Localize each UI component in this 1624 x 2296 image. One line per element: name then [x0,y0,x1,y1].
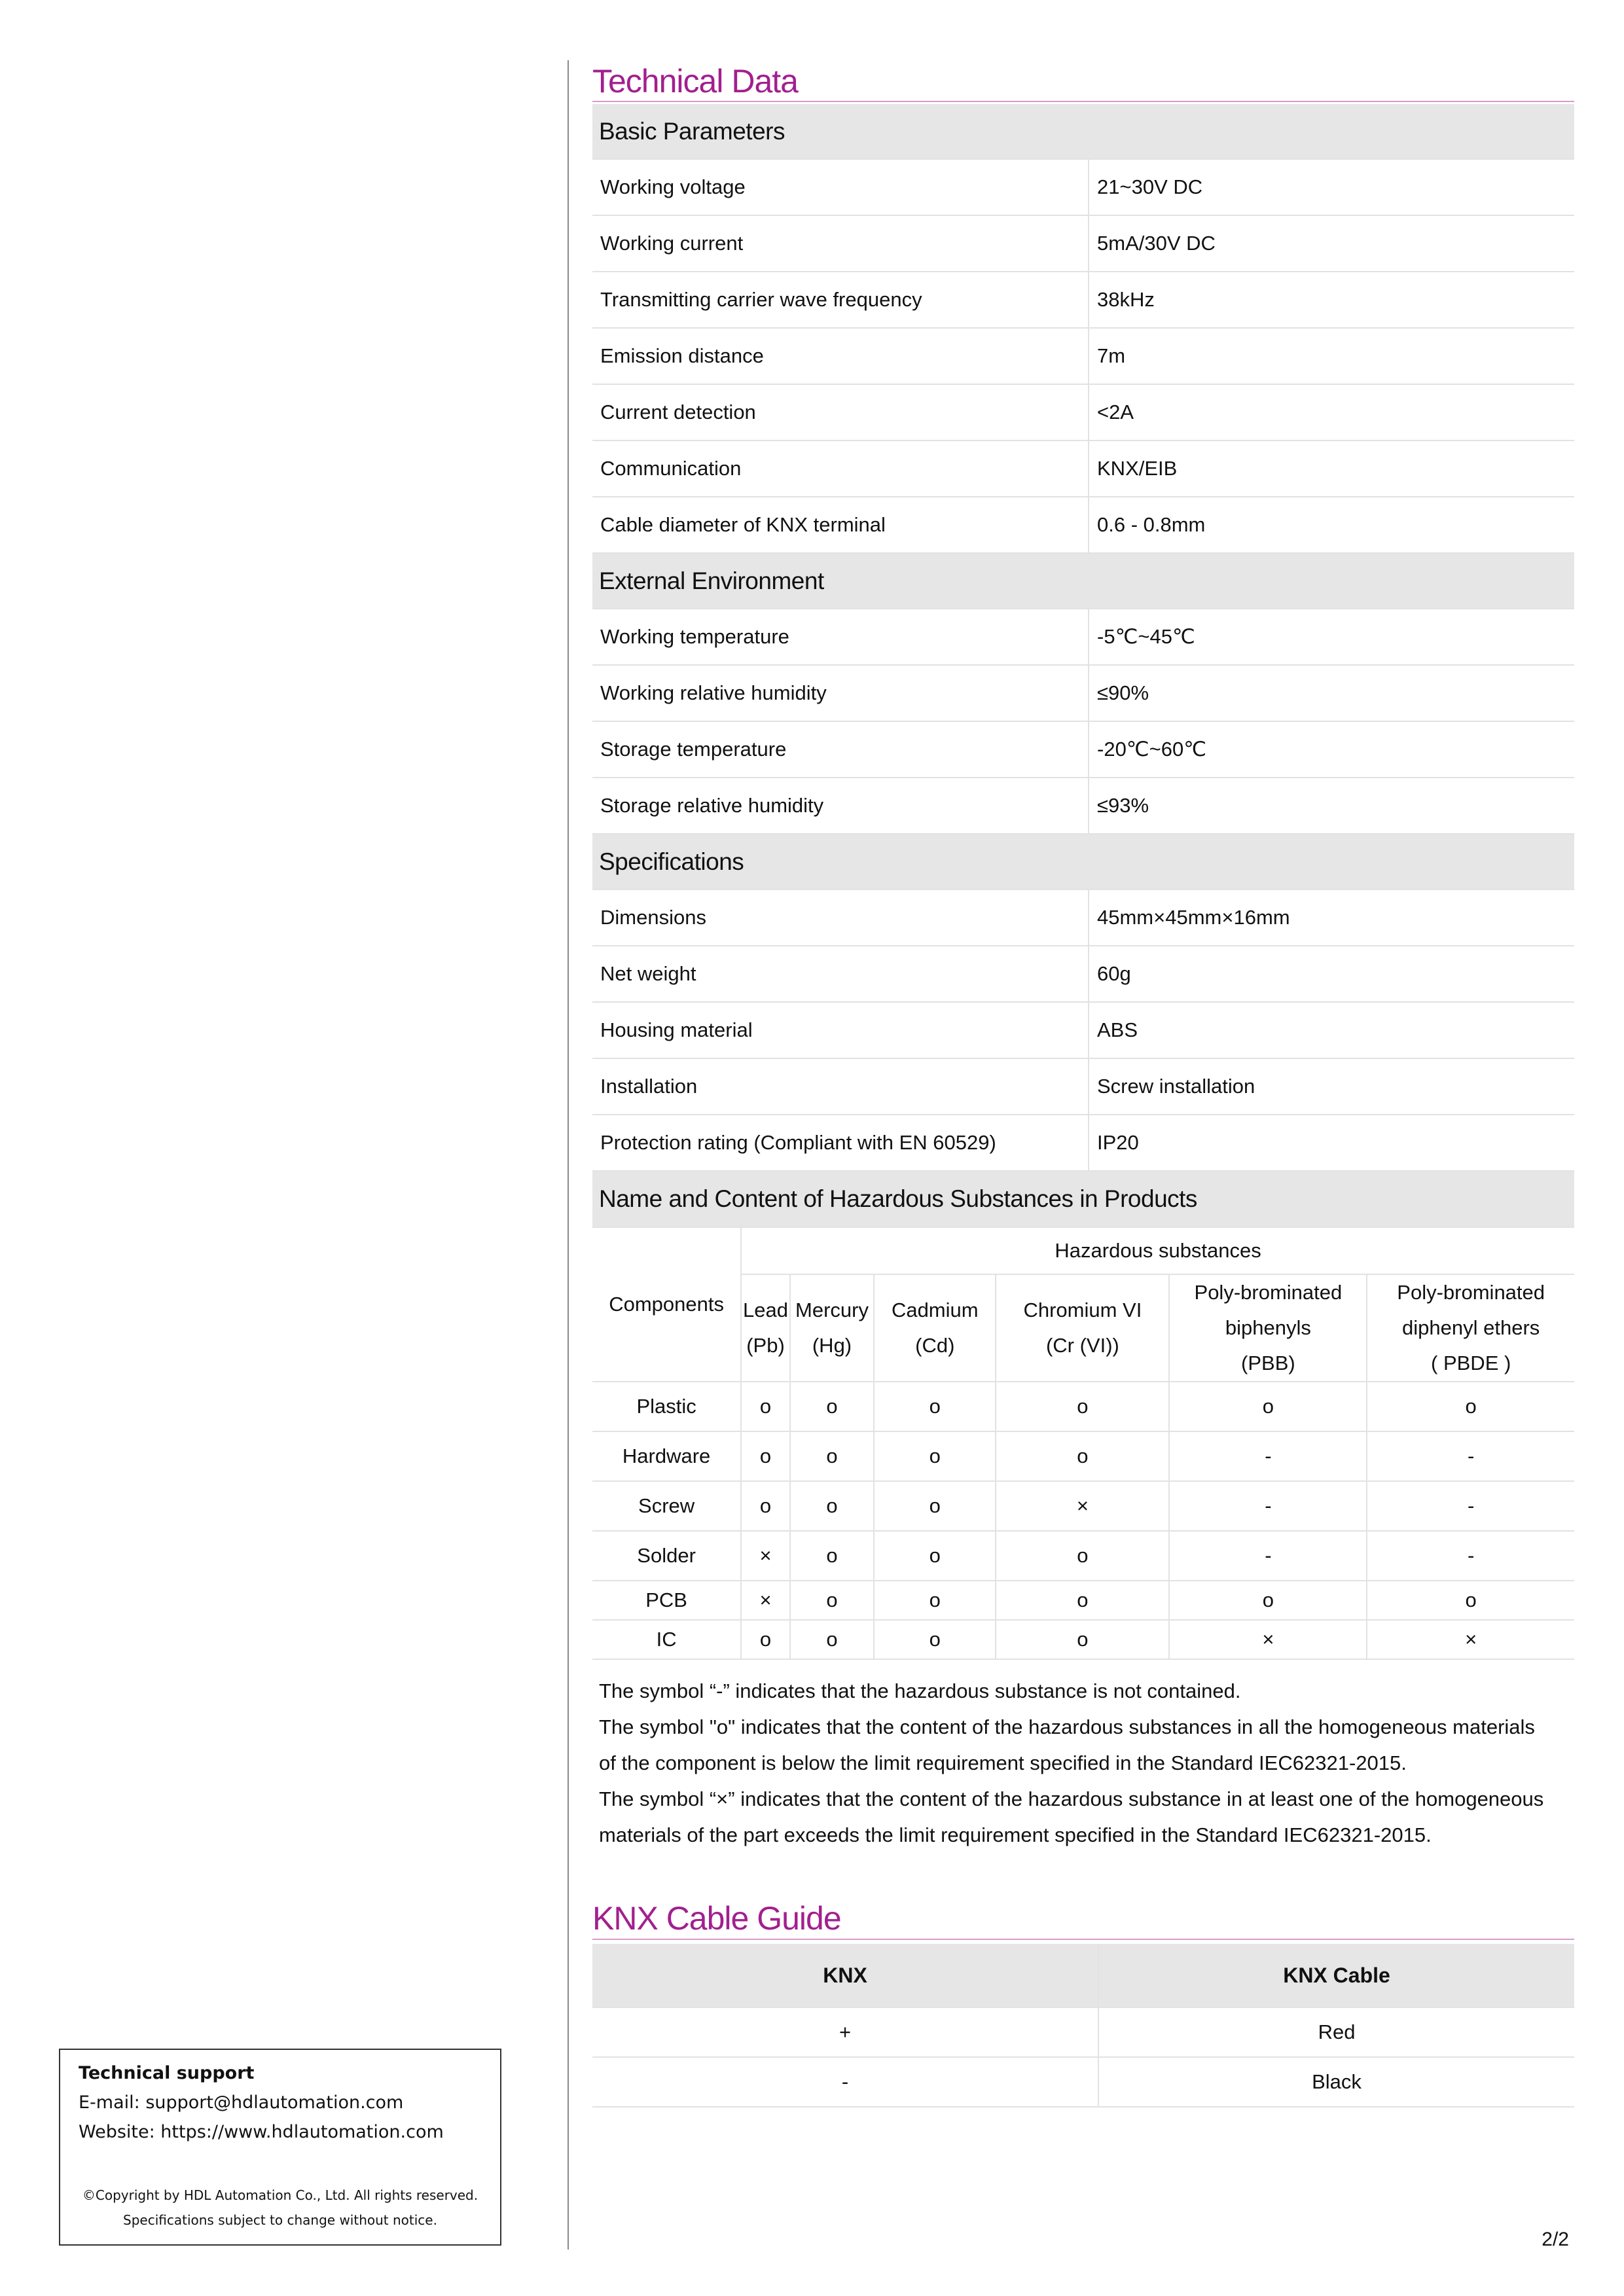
note-line: The symbol "o" indicates that the content of the hazardous substances in all the homogeneous materials [599,1715,1535,1738]
cable-row [592,2007,1574,2057]
section-header: External Environment [592,553,1574,609]
component-name: Hardware [592,1431,741,1481]
component-row [592,1620,1574,1659]
substance-mark: - [1367,1531,1574,1581]
substance-mark: o [1169,1581,1367,1620]
substance-mark: × [1169,1620,1367,1659]
spec-key: Storage temperature [592,721,1089,778]
spec-row [592,272,1574,328]
spec-row [592,159,1574,215]
component-row [592,1581,1574,1620]
support-website: Website: https://www.hdlautomation.com [79,2122,444,2142]
substance-mark: o [790,1481,874,1531]
substance-mark: o [790,1431,874,1481]
section-header-row [592,104,1574,159]
substance-name-line: Lead [743,1299,788,1321]
substance-mark: × [996,1481,1169,1531]
substance-mark: × [741,1531,790,1581]
spec-value: 21~30V DC [1089,159,1574,215]
substance-name-line: (Cr (VI)) [1045,1334,1119,1357]
substance-column-header [741,1274,790,1382]
substance-name-line: ( PBDE ) [1431,1352,1511,1374]
component-name: IC [592,1620,741,1659]
spec-key: Dimensions [592,889,1089,946]
substance-name-line: Poly-brominated [1397,1281,1545,1304]
substance-column-header [790,1274,874,1382]
substance-name-line: Mercury [795,1299,869,1321]
component-name: Screw [592,1481,741,1531]
spec-key: Installation [592,1058,1089,1115]
substance-mark: o [874,1531,996,1581]
cable-header-row [592,1944,1574,2007]
substance-mark: o [996,1531,1169,1581]
component-row [592,1481,1574,1531]
spec-value: 7m [1089,328,1574,384]
substances-label: Hazardous substances [741,1227,1574,1274]
substance-column-header [1367,1274,1574,1382]
spec-key: Current detection [592,384,1089,440]
substance-mark: o [741,1620,790,1659]
substance-mark: o [741,1431,790,1481]
substance-mark: o [1367,1581,1574,1620]
component-name: PCB [592,1581,741,1620]
cable-cell: - [592,2057,1098,2107]
spec-value: -5℃~45℃ [1089,609,1574,665]
spec-value: 60g [1089,946,1574,1002]
substance-name-line: (Pb) [746,1334,785,1357]
substance-mark: - [1367,1431,1574,1481]
cable-title-underline [592,1939,1574,1940]
spec-value: Screw installation [1089,1058,1574,1115]
section-header-row [592,553,1574,609]
section-header-row [592,834,1574,889]
spec-row [592,384,1574,440]
substance-mark: - [1367,1481,1574,1531]
spec-key: Working current [592,215,1089,272]
vertical-divider [568,60,569,2250]
spec-row [592,721,1574,778]
spec-row [592,665,1574,721]
substance-mark: o [996,1620,1169,1659]
spec-key: Net weight [592,946,1089,1002]
substance-mark: - [1169,1531,1367,1581]
spec-key: Emission distance [592,328,1089,384]
substance-name-line: diphenyl ethers [1402,1316,1540,1339]
spec-table [592,104,1574,1172]
component-row [592,1431,1574,1481]
substance-name-line: Poly-brominated [1194,1281,1343,1304]
cable-table [592,1944,1574,2108]
cable-row [592,2057,1574,2107]
substance-name-line: (PBB) [1241,1352,1295,1374]
hazard-header: Name and Content of Hazardous Substances in Products [592,1172,1574,1227]
substance-mark: o [996,1382,1169,1431]
spec-row [592,328,1574,384]
technical-data-title: Technical Data [592,63,798,99]
spec-row [592,889,1574,946]
spec-key: Working relative humidity [592,665,1089,721]
note-line: of the component is below the limit requirement specified in the Standard IEC62321-2015. [599,1751,1407,1774]
substance-mark: o [874,1382,996,1431]
substance-mark: o [1367,1382,1574,1431]
spec-value: 0.6 - 0.8mm [1089,497,1574,553]
cable-cell: Red [1098,2007,1574,2057]
substance-mark: o [790,1531,874,1581]
component-name: Plastic [592,1382,741,1431]
component-name: Solder [592,1531,741,1581]
spec-value: IP20 [1089,1115,1574,1171]
hazard-header-row [592,1172,1574,1227]
spec-row [592,778,1574,834]
spec-key: Transmitting carrier wave frequency [592,272,1089,328]
section-header: Specifications [592,834,1574,889]
substance-mark: o [874,1431,996,1481]
substance-mark: o [790,1382,874,1431]
support-email: E-mail: support@hdlautomation.com [79,2092,404,2113]
spec-value: ≤93% [1089,778,1574,834]
substance-mark: o [874,1581,996,1620]
spec-table-container [592,104,1574,1853]
change-notice: Specifications subject to change without notice. [123,2212,437,2228]
spec-row [592,1115,1574,1171]
substance-mark: × [1367,1620,1574,1659]
technical-support-box [59,2049,501,2246]
substance-mark: o [790,1620,874,1659]
substance-name-line: biphenyls [1225,1316,1311,1339]
cable-header-cell: KNX Cable [1098,1944,1574,2007]
spec-value: ABS [1089,1002,1574,1058]
title-underline [592,101,1574,102]
substance-column-header [874,1274,996,1382]
spec-row [592,946,1574,1002]
component-row [592,1382,1574,1431]
substance-mark: × [741,1581,790,1620]
cable-guide-title: KNX Cable Guide [592,1900,841,1937]
substance-mark: - [1169,1481,1367,1531]
spec-row [592,609,1574,665]
section-header: Basic Parameters [592,104,1574,159]
spec-value: <2A [1089,384,1574,440]
cable-table-container [592,1944,1574,2108]
spec-row [592,497,1574,553]
support-title: Technical support [79,2063,255,2083]
spec-key: Housing material [592,1002,1089,1058]
spec-key: Working temperature [592,609,1089,665]
note-line: The symbol “×” indicates that the content of the hazardous substance in at least one of the homogeneous [599,1787,1544,1810]
spec-key: Protection rating (Compliant with EN 60529) [592,1115,1089,1171]
substance-column-header [1169,1274,1367,1382]
component-row [592,1531,1574,1581]
note-line: The symbol “-” indicates that the hazardous substance is not contained. [599,1679,1241,1702]
substance-mark: - [1169,1431,1367,1481]
substance-mark: o [874,1620,996,1659]
note-line: materials of the part exceeds the limit requirement specified in the Standard IEC62321-2015. [599,1823,1432,1846]
cable-cell: + [592,2007,1098,2057]
spec-value: -20℃~60℃ [1089,721,1574,778]
substance-name-line: (Cd) [915,1334,955,1357]
spec-row [592,440,1574,497]
spec-row [592,215,1574,272]
hazardous-substances-table [592,1172,1574,1660]
substance-column-header [996,1274,1169,1382]
spec-value: 38kHz [1089,272,1574,328]
spec-key: Communication [592,440,1089,497]
substance-mark: o [741,1382,790,1431]
spec-value: KNX/EIB [1089,440,1574,497]
substance-name-line: (Hg) [812,1334,852,1357]
spec-value: 5mA/30V DC [1089,215,1574,272]
substance-mark: o [741,1481,790,1531]
spec-key: Storage relative humidity [592,778,1089,834]
cable-cell: Black [1098,2057,1574,2107]
copyright-text: ©Copyright by HDL Automation Co., Ltd. All rights reserved. [82,2187,478,2203]
hazard-columns-row [592,1227,1574,1274]
hazard-notes [592,1673,1574,1853]
components-label: Components [592,1227,741,1382]
substance-mark: o [996,1581,1169,1620]
substance-name-line: Cadmium [891,1299,979,1321]
substance-mark: o [874,1481,996,1531]
spec-row [592,1002,1574,1058]
spec-key: Cable diameter of KNX terminal [592,497,1089,553]
spec-row [592,1058,1574,1115]
substance-mark: o [1169,1382,1367,1431]
spec-value: ≤90% [1089,665,1574,721]
spec-key: Working voltage [592,159,1089,215]
substance-mark: o [996,1431,1169,1481]
page-number: 2/2 [1542,2229,1569,2250]
substance-mark: o [790,1581,874,1620]
substance-name-line: Chromium VI [1023,1299,1142,1321]
spec-value: 45mm×45mm×16mm [1089,889,1574,946]
cable-header-cell: KNX [592,1944,1098,2007]
